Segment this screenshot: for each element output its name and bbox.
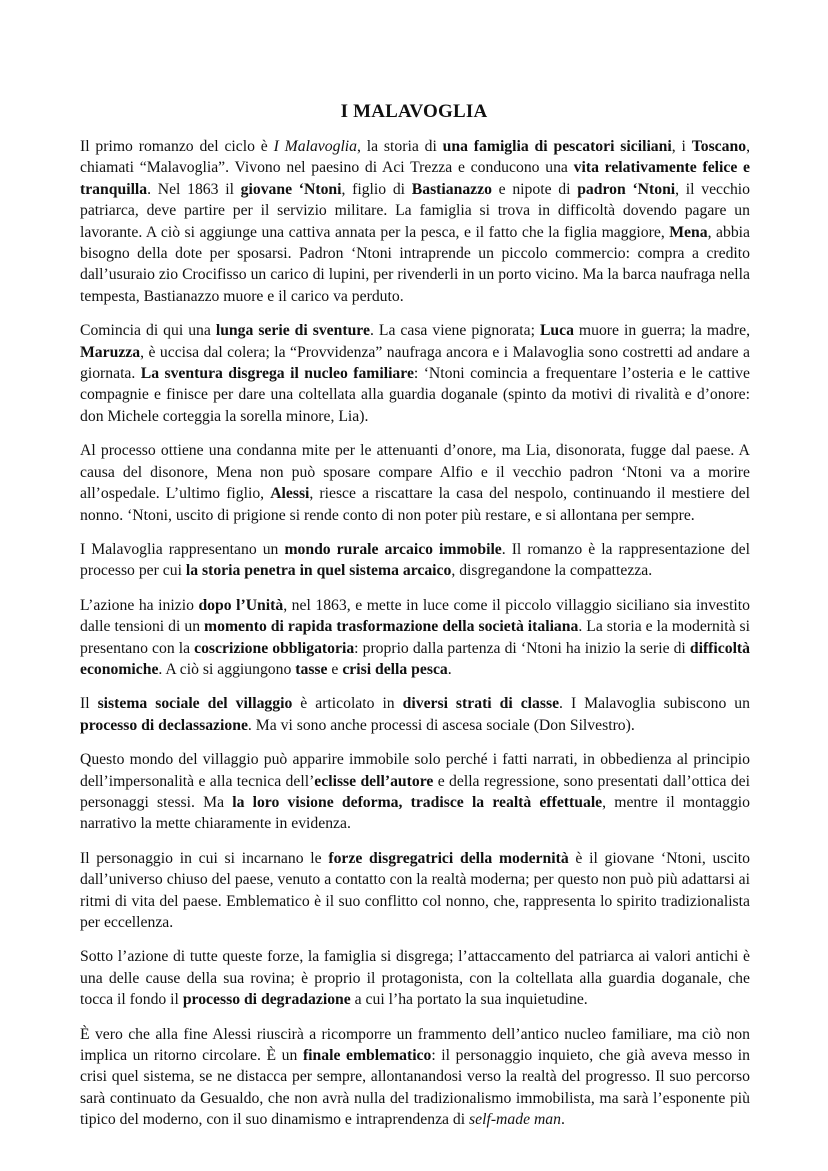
text-run: . Il romanzo è la rappresentazione del processo per cui [80, 540, 750, 580]
bold-phrase: lunga serie di sventure [215, 322, 370, 340]
bold-phrase: finale emblematico [302, 1047, 432, 1065]
text-run: , mentre il montaggio narrativo la mette chiaramente in evidenza. [80, 793, 750, 833]
text-run: Al processo ottiene una condanna mite per le attenuanti d’onore, ma Lia, disonorata, fugge dal paese. A causa del disonore, Mena non può sposare compare Alfio e il vecchio padron ‘Ntoni va a morire all’ospedale. L’ultimo figlio, [80, 442, 750, 503]
paragraph-9 [80, 946, 750, 1010]
italic-phrase: I Malavoglia [273, 138, 357, 155]
text-run: Questo mondo del villaggio può apparire immobile solo perché i fatti narrati, in obbedienza al principio dell’impersonalità e alla tecnica dell’ [80, 751, 750, 790]
bold-phrase: processo di degradazione [182, 991, 351, 1009]
text-run: I Malavoglia rappresentano un [80, 540, 285, 558]
paragraph-3 [80, 440, 750, 526]
text-run: . Ma vi sono anche processi di ascesa sociale (Don Silvestro). [247, 716, 635, 734]
text-run: È vero che alla fine Alessi riuscirà a ricomporre un frammento dell’antico nucleo familiare, ma ciò non implica un ritorno circolare. È un [80, 1025, 750, 1065]
bold-phrase: la loro visione deforma, tradisce la realtà effettuale [232, 793, 603, 811]
text-run: , figlio di [341, 180, 412, 198]
text-run: . La casa viene pignorata; [369, 322, 540, 340]
text-run: . A ciò si aggiungono [158, 660, 296, 678]
bold-phrase: vita relativamente felice e tranquilla [80, 159, 751, 198]
text-run: Sotto l’azione di tutte queste forze, la famiglia si disgrega; l’attaccamento del patriarca ai valori antichi è una delle cause della sua rovina; è proprio il protagonista, con la coltellata alla guardia doganale, che tocca il fondo il [80, 948, 750, 1009]
text-run: : ‘Ntoni comincia a frequentare l’osteria e le cattive compagnie e finisce per dare una coltellata alla guardia doganale (spinto da motivi di rivalità e d’onore: don Michele corteggia la sorella minore, Lia). [80, 365, 750, 425]
text-run: e [327, 660, 343, 678]
paragraph-7 [80, 749, 750, 835]
text-run: . I Malavoglia subiscono un [559, 695, 750, 713]
text-run: e nipote di [491, 180, 578, 198]
bold-phrase: tasse [295, 660, 328, 678]
text-run: : proprio dalla partenza di ‘Ntoni ha inizio la serie di [354, 639, 690, 657]
paragraph-6 [80, 693, 750, 736]
paragraph-1 [80, 136, 750, 307]
bold-phrase: dopo l’Unità [198, 596, 284, 614]
text-run: , abbia bisogno della dote per sposarsi. Padron ‘Ntoni intraprende un piccolo commercio: compra a credito dall’usuraio zio Crocifisso un carico di lupini, per rivenderli in un porto vicino. Ma la barca naufraga nella tempesta, Bastianazzo muore e il carico va perduto. [80, 223, 750, 305]
text-run: e della regressione, sono presentati dall’ottica dei personaggi stessi. Ma [80, 772, 750, 811]
text-run: è il giovane ‘Ntoni, uscito dall’universo chiuso del paese, venuto a contatto con la realtà moderna; per questo non può più adattarsi ai ritmi di vita del paese. Emblematico è il suo conflitto col nonno, che, rappresenta lo spirito tradizionalista per eccellenza. [80, 849, 750, 931]
text-run: muore in guerra; la madre, [573, 322, 750, 340]
italic-phrase: self-made man [469, 1111, 561, 1129]
bold-phrase: mondo rurale arcaico immobile [284, 540, 502, 558]
text-run: . [447, 660, 452, 678]
text-run: . La storia e la modernità si presentano con la [80, 618, 750, 657]
bold-phrase: forze disgregatrici della modernità [328, 849, 569, 867]
text-run: . [560, 1111, 565, 1129]
bold-phrase: Toscano [691, 138, 747, 155]
document-title: I MALAVOGLIA [340, 101, 488, 122]
bold-phrase: Bastianazzo [411, 180, 492, 198]
bold-phrase: padron ‘Ntoni [577, 180, 676, 198]
bold-phrase: difficoltà economiche [80, 639, 750, 678]
bold-phrase: Maruzza [80, 343, 141, 361]
text-run: , è uccisa dal colera; la “Provvidenza” naufraga ancora e i Malavoglia sono costretti ad andare a giornata. [80, 343, 750, 383]
text-run: Comincia di qui una [80, 322, 216, 340]
text-run: Il [80, 695, 98, 713]
bold-phrase: coscrizione obbligatoria [194, 639, 355, 657]
text-run: . Nel 1863 il [147, 180, 241, 198]
bold-phrase: giovane ‘Ntoni [240, 180, 342, 198]
bold-phrase: crisi della pesca [342, 660, 448, 678]
text-run: , chiamati “Malavoglia”. Vivono nel paesino di Aci Trezza e conducono una [80, 138, 750, 177]
paragraph-5 [80, 595, 750, 681]
bold-phrase: la storia penetra in quel sistema arcaico [185, 562, 452, 580]
text-run: Il primo romanzo del ciclo è [80, 138, 274, 155]
text-run: a cui l’ha portato la sua inquietudine. [350, 991, 588, 1009]
text-run: , la storia di [357, 138, 443, 155]
paragraph-4 [80, 539, 750, 582]
paragraph-10 [80, 1024, 750, 1131]
text-run: , i [671, 138, 692, 155]
text-run: Il personaggio in cui si incarnano le [80, 849, 329, 867]
bold-phrase: sistema sociale del villaggio [97, 695, 293, 713]
bold-phrase: una famiglia di pescatori siciliani [442, 138, 672, 155]
text-run: è articolato in [292, 695, 403, 713]
bold-phrase: Alessi [270, 485, 310, 503]
text-run: , riesce a riscattare la casa del nespolo, continuando il mestiere del nonno. ‘Ntoni, uscito di prigione si rende conto di non poter più restare, e si allontana per sempre. [80, 485, 750, 524]
text-run: , disgregandone la compattezza. [451, 562, 653, 580]
bold-phrase: diversi strati di classe [402, 695, 560, 713]
document-body [80, 136, 750, 1144]
bold-phrase: eclisse dell’autore [314, 772, 434, 790]
text-run: , il vecchio patriarca, deve partire per il servizio militare. La famiglia si trova in difficoltà dovendo pagare un lavorante. A ciò si aggiunge una cattiva annata per la pesca, e il fatto che la figlia maggiore, [80, 180, 751, 241]
bold-phrase: Luca [539, 322, 574, 340]
paragraph-2 [80, 320, 750, 427]
paragraph-8 [80, 848, 750, 934]
bold-phrase: momento di rapida trasformazione della società italiana [204, 618, 579, 636]
bold-phrase: La sventura disgrega il nucleo familiare [140, 365, 414, 383]
text-run: L’azione ha inizio [80, 596, 199, 614]
bold-phrase: processo di declassazione [80, 716, 248, 734]
bold-phrase: Mena [669, 223, 708, 241]
text-run: , nel 1863, e mette in luce come il piccolo villaggio siciliano sia investito dalle tensioni di un [80, 596, 750, 636]
text-run: : il personaggio inquieto, che già aveva messo in crisi quel sistema, se ne distacca per sempre, allontanandosi verso la realtà del progresso. Il suo percorso sarà continuato da Gesualdo, che non avrà nulla del tradizionalismo immobilista, ma sarà l’esponente più tipico del moderno, con il suo dinamismo e intraprendenza di [80, 1047, 750, 1129]
